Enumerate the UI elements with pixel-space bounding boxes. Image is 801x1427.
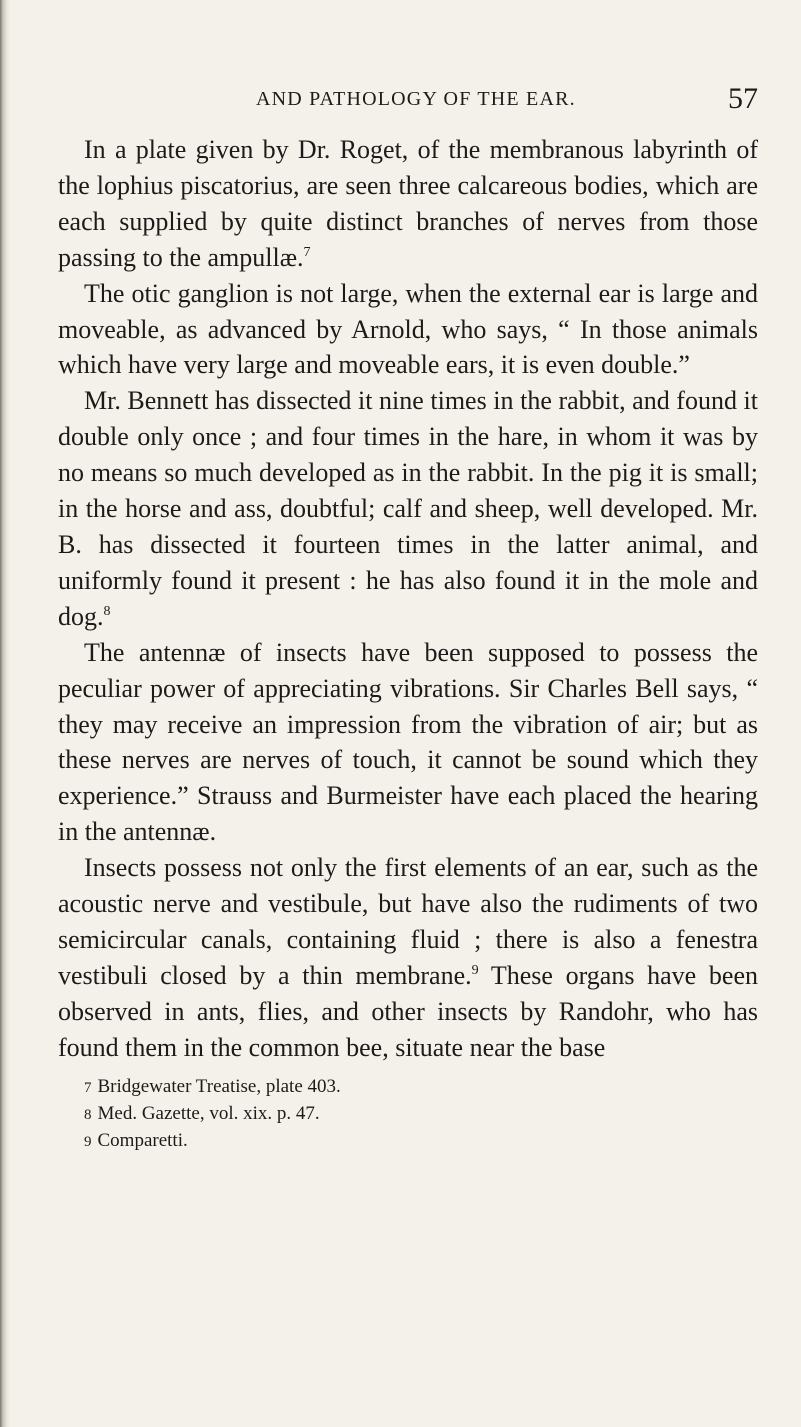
paragraph [58,132,758,276]
paragraph-text: Mr. Bennett has dissected it nine times in the rabbit, and found it double only once ; and four times in the hare, in whom it was by no means so much developed as in the rabbit. In the pig it is small; in the horse and ass, doubtful; calf and sheep, well developed. Mr. B. has dissected it fourteen times in the latter animal, and uniformly found it present : he has also found it in the mole and dog. [58,386,758,631]
running-head [58,82,758,132]
paragraph [58,635,758,850]
paragraph-text: The antennæ of insects have been supposed to possess the peculiar power of appreciating vibrations. Sir Charles Bell says, “ they may receive an impression from the vibration of air; but as these nerves are nerves of touch, it cannot be sound which they experience.” Strauss and Burmeister have each placed the hearing in the antennæ. [58,637,758,847]
paragraph-text-continued: These organs have been observed in ants, flies, and other insects by Randohr, who has found them in the common bee, situate near the base [58,960,758,1062]
footnote-mark: 9 [84,1133,92,1150]
footnote-text: Comparetti. [97,1129,188,1151]
page-number: 57 [728,82,758,115]
footnote [58,1128,758,1155]
footnote-reference: 8 [103,603,111,619]
paragraph-text: Insects possess not only the first elements of an ear, such as the acoustic nerve and vestibule, but have also the rudiments of two semicircular canals, containing fluid ; there is also a fenestra vestibuli closed by a thin membrane. [58,853,758,990]
footnotes [58,1074,758,1155]
footnote-mark: 7 [84,1079,92,1096]
book-spine-edge [0,0,10,1427]
footnote-reference: 9 [471,962,479,978]
paragraph [58,276,758,384]
footnote [58,1101,758,1128]
paragraph-text: In a plate given by Dr. Roget, of the membranous labyrinth of the lophius piscatorius, are seen three calcareous bodies, which are each supplied by quite distinct branches of nerves from those passing to the ampullæ. [58,135,758,272]
body-text [58,132,758,1066]
paragraph [58,850,758,1065]
footnote-text: Med. Gazette, vol. xix. p. 47. [97,1102,320,1124]
footnote-reference: 7 [303,244,311,260]
paragraph-text: The otic ganglion is not large, when the external ear is large and moveable, as advanced by Arnold, who says, “ In those animals which have very large and moveable ears, it is even double.” [58,278,758,380]
footnote-text: Bridgewater Treatise, plate 403. [97,1075,341,1097]
footnote [58,1074,758,1101]
running-title: AND PATHOLOGY OF THE EAR. [256,88,576,110]
footnote-mark: 8 [84,1106,92,1123]
paragraph [58,383,758,634]
book-page [58,0,758,1155]
